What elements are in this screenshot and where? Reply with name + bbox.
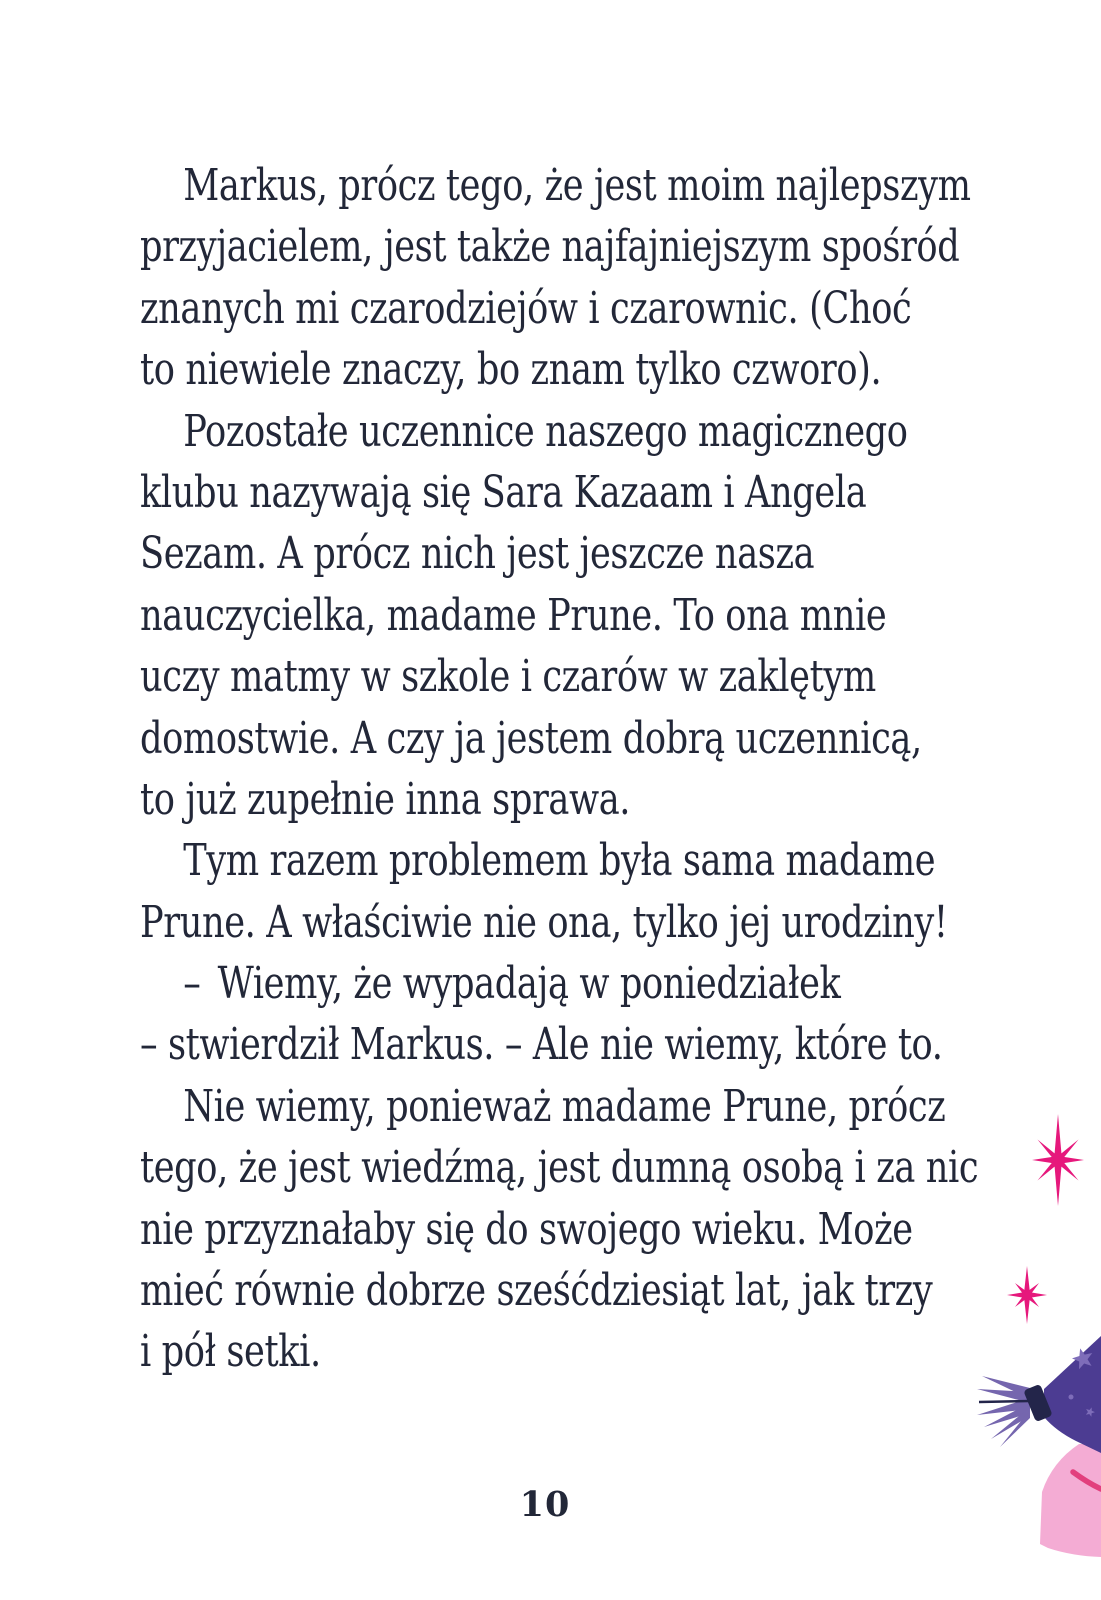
text-line: nie przyznałaby się do swojego wieku. Może [140,1203,913,1255]
text-line: domostwie. A czy ja jestem dobrą uczennicą, [140,712,922,764]
hat-tassel [977,1376,1030,1447]
sparkle-icon-small [1007,1266,1047,1324]
text-line: – Wiemy, że wypadają w poniedziałek [183,958,841,1010]
text-line: uczy matmy w szkole i czarów w zaklętym [140,651,876,703]
body-text [140,155,1020,1383]
text-line: Pozostałe uczennice naszego magicznego [183,405,908,457]
witch-hat-illustration [960,1100,1101,1600]
text-line: Tym razem problemem była sama madame [183,835,936,887]
hat-brim [1040,1444,1101,1557]
text-line: to niewiele znaczy, bo znam tylko czworo). [140,344,882,396]
text-line: to już zupełnie inna sprawa. [140,773,631,825]
text-line: mieć równie dobrze sześćdziesiąt lat, jak trzy [140,1265,933,1317]
text-line: tego, że jest wiedźmą, jest dumną osobą i za nic [140,1142,979,1194]
text-line: znanych mi czarodziejów i czarownic. (Choć [140,282,912,334]
text-line: Sezam. A prócz nich jest jeszcze nasza [140,528,815,580]
text-line: Nie wiemy, ponieważ madame Prune, prócz [183,1080,946,1132]
text-line: Markus, prócz tego, że jest moim najlepszym [183,160,971,211]
text-line: Prune. A właściwie nie ona, tylko jej urodziny! [140,896,948,948]
text-line: nauczycielka, madame Prune. To ona mnie [140,589,887,641]
sparkle-icon-large [1032,1114,1084,1206]
text-line: – stwierdził Markus. – Ale nie wiemy, które to. [140,1019,943,1071]
text-line: i pół setki. [140,1326,321,1378]
text-line: przyjacielem, jest także najfajniejszym spośród [140,221,960,273]
page-number: 10 [519,1484,571,1525]
text-line: klubu nazywają się Sara Kazaam i Angela [140,466,867,518]
hat-cone [1044,1336,1101,1453]
